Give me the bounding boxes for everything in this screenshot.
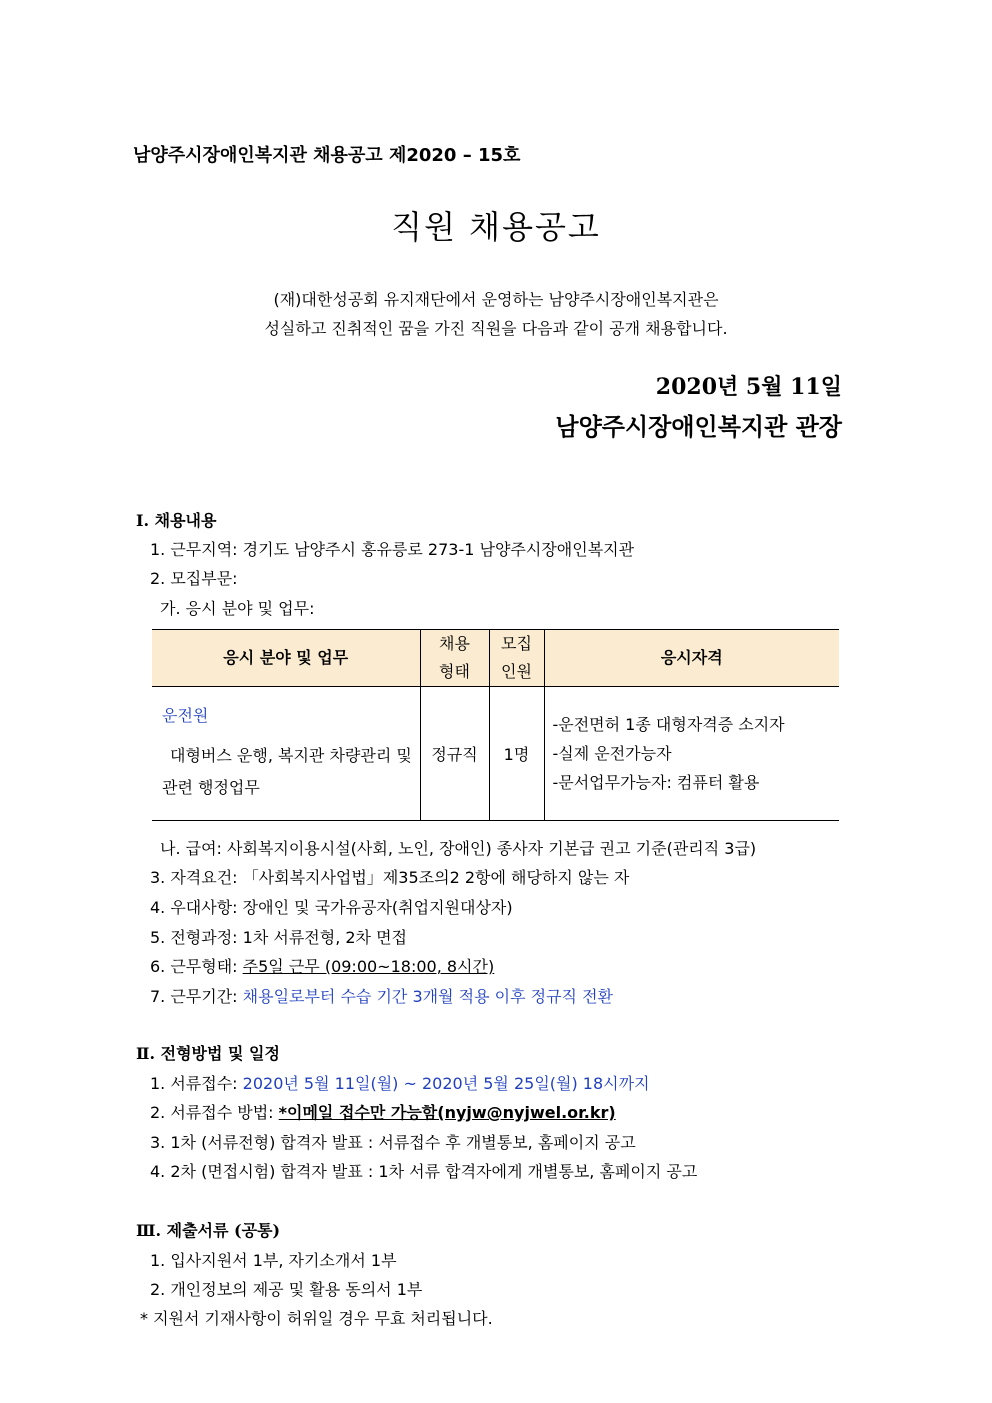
section-3-item-2: 2. 개인정보의 제공 및 활용 동의서 1부 — [150, 1280, 423, 1299]
th-employment-type: 채용 형태 — [420, 630, 489, 687]
section-1-sub-ga: 가. 응시 분야 및 업무: — [160, 599, 315, 618]
employment-type-cell: 정규직 — [420, 687, 489, 821]
th-field: 응시 분야 및 업무 — [152, 630, 420, 687]
section-2-item-1 — [150, 1071, 650, 1094]
recruitment-table — [152, 629, 839, 821]
section-2-item-4: 4. 2차 (면접시험) 합격자 발표 : 1차 서류 합격자에게 개별통보, 홈페이지 공고 — [150, 1162, 698, 1181]
section-3-heading: Ⅲ. 제출서류 (공통) — [136, 1221, 281, 1240]
job-description: 대형버스 운행, 복지관 차량관리 및 관련 행정업무 — [162, 746, 412, 797]
section-3-item-1: 1. 입사지원서 1부, 자기소개서 1부 — [150, 1251, 397, 1270]
notice-date: 2020년 5월 11일 — [655, 374, 842, 400]
section-1-item-5: 5. 전형과정: 1차 서류전형, 2차 면접 — [150, 928, 408, 947]
item-1-value: 2020년 5월 11일(월) ~ 2020년 5월 25일(월) 18시까지 — [242, 1074, 650, 1093]
issuer-name: 남양주시장애인복지관 관장 — [555, 413, 842, 441]
document-title: 직원 채용공고 — [391, 208, 601, 246]
qualification-3: -문서업무가능자: 컴퓨터 활용 — [552, 773, 760, 792]
job-title: 운전원 — [162, 706, 209, 725]
email-submission-note: *이메일 접수만 가능함(nyjw@nyjwel.or.kr) — [278, 1103, 616, 1122]
table-header-row — [152, 630, 839, 687]
notice-number: 남양주시장애인복지관 채용공고 제2020 – 15호 — [133, 145, 521, 166]
section-2-item-2 — [150, 1100, 616, 1123]
item-7-value: 채용일로부터 수습 기간 3개월 적용 이후 정규직 전환 — [242, 987, 614, 1006]
section-1-item-6 — [150, 954, 494, 977]
intro-line-2: 성실하고 진취적인 꿈을 가진 직원을 다음과 같이 공개 채용합니다. — [264, 319, 728, 338]
section-1-item-2: 2. 모집부문: — [150, 569, 238, 588]
section-3-note: * 지원서 기재사항이 허위일 경우 무효 처리됩니다. — [140, 1309, 493, 1328]
item-7-label: 7. 근무기간: — [150, 987, 243, 1006]
section-1-heading: Ⅰ. 채용내용 — [136, 511, 217, 530]
item-6-label: 6. 근무형태: — [150, 957, 243, 976]
section-2-item-3: 3. 1차 (서류전형) 합격자 발표 : 서류접수 후 개별통보, 홈페이지 공고 — [150, 1133, 636, 1152]
th-qualification: 응시자격 — [544, 630, 839, 687]
item-6-value: 주5일 근무 (09:00~18:00, 8시간) — [242, 957, 495, 976]
qualification-1: -운전면허 1종 대형자격증 소지자 — [552, 715, 785, 734]
job-cell — [152, 687, 420, 821]
section-1-item-7 — [150, 984, 613, 1007]
section-2-heading: Ⅱ. 전형방법 및 일정 — [136, 1044, 280, 1063]
table-row — [152, 687, 839, 821]
section-1-item-4: 4. 우대사항: 장애인 및 국가유공자(취업지원대상자) — [150, 898, 513, 917]
section-1-sub-na: 나. 급여: 사회복지이용시설(사회, 노인, 장애인) 종사자 기본급 권고 기준(관리직 3급) — [160, 839, 757, 858]
item-2-label: 2. 서류접수 방법: — [150, 1103, 279, 1122]
qualification-2: -실제 운전가능자 — [552, 744, 672, 763]
section-1-item-1: 1. 근무지역: 경기도 남양주시 홍유릉로 273-1 남양주시장애인복지관 — [150, 540, 635, 559]
th-headcount: 모집 인원 — [489, 630, 544, 687]
intro-line-1: (재)대한성공회 유지재단에서 운영하는 남양주시장애인복지관은 — [273, 290, 719, 309]
section-1-item-3: 3. 자격요건: 「사회복지사업법」제35조의2 2항에 해당하지 않는 자 — [150, 868, 630, 887]
headcount-cell: 1명 — [489, 687, 544, 821]
item-1-label: 1. 서류접수: — [150, 1074, 243, 1093]
qualification-cell — [544, 687, 839, 821]
